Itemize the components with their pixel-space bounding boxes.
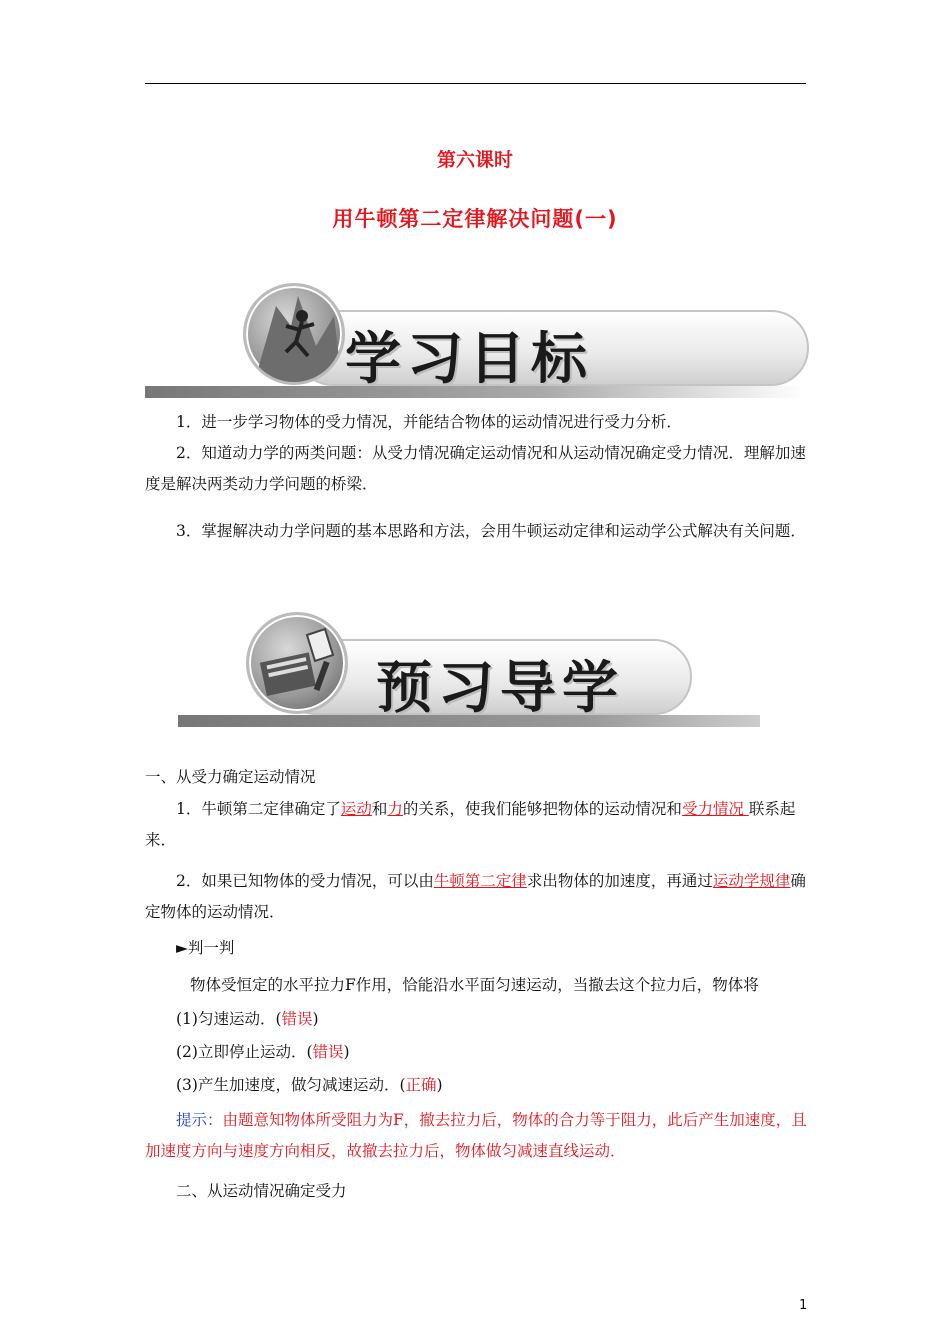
judge-option-2 xyxy=(176,1037,838,1068)
objective-3: 3．掌握解决动力学问题的基本思路和方法，会用牛顿运动定律和运动学公式解决有关问题． xyxy=(176,522,806,540)
answer-blank: 运动 xyxy=(340,800,372,818)
option-text: (3)产生加速度，做匀减速运动．( xyxy=(176,1076,406,1094)
judge-stem: 物体受恒定的水平拉力F作用，恰能沿水平面匀速运动，当撤去这个拉力后，物体将 xyxy=(190,976,759,994)
option-answer: 错误 xyxy=(281,1010,313,1028)
answer-blank: 受力情况 xyxy=(681,800,749,818)
option-answer: 正确 xyxy=(405,1076,437,1094)
page-number: 1 xyxy=(799,1298,808,1313)
option-answer: 错误 xyxy=(312,1043,344,1061)
banner-preview-study xyxy=(178,606,760,731)
option-close: ) xyxy=(343,1043,350,1061)
item1-text-a: 1．牛顿第二定律确定了 xyxy=(176,800,341,818)
objective-1: 1．进一步学习物体的受力情况，并能结合物体的运动情况进行受力分析． xyxy=(176,413,682,431)
section1-item1 xyxy=(145,794,807,856)
option-close: ) xyxy=(312,1010,319,1028)
item2-text-a: 2．如果已知物体的受力情况，可以由 xyxy=(176,872,434,890)
triangle-marker-icon: ► xyxy=(176,939,188,957)
item1-text-c: 和 xyxy=(371,800,388,818)
judge-heading-text: 判一判 xyxy=(187,939,235,957)
banner-label: 学习目标 xyxy=(345,327,593,392)
item1-text-e: 联系起来． xyxy=(145,800,796,849)
answer-blank: 力 xyxy=(387,800,403,818)
banner-learning-goals xyxy=(145,277,806,402)
header-rule xyxy=(145,83,806,84)
objective-2: 2．知道动力学的两类问题：从受力情况确定运动情况和从运动情况确定受力情况．理解加速度是解决两类动力学问题的桥梁． xyxy=(145,444,806,493)
option-close: ) xyxy=(436,1076,443,1094)
lesson-title: 用牛顿第二定律解决问题(一) xyxy=(332,207,618,231)
judge-option-3 xyxy=(176,1070,838,1101)
climber-icon xyxy=(243,283,345,385)
section1-heading: 一、从受力确定运动情况 xyxy=(145,768,316,786)
option-text: (2)立即停止运动．( xyxy=(176,1043,313,1061)
answer-blank: 牛顿第二定律 xyxy=(433,872,527,890)
banner-label: 预习导学 xyxy=(376,656,624,721)
judge-option-1 xyxy=(176,1004,838,1035)
section1-item2 xyxy=(145,866,807,928)
lesson-number: 第六课时 xyxy=(436,149,513,171)
hint-label: 提示： xyxy=(176,1111,223,1129)
item2-text-d: 确定物体的运动情况． xyxy=(145,872,806,921)
judge-hint xyxy=(145,1105,807,1167)
books-icon xyxy=(246,612,348,714)
judge-heading xyxy=(176,933,838,964)
answer-blank: 运动学规律 xyxy=(712,872,791,890)
hint-text: 由题意知物体所受阻力为F，撤去拉力后，物体的合力等于阻力，此后产生加速度，且加速度方向与速度方向相反，故撤去拉力后，物体做匀减速直线运动． xyxy=(145,1111,807,1160)
section2-heading: 二、从运动情况确定受力 xyxy=(176,1182,347,1200)
item1-text-d: 的关系，使我们能够把物体的运动情况和 xyxy=(402,800,682,818)
option-text: (1)匀速运动．( xyxy=(176,1010,282,1028)
item2-text-c: 求出物体的加速度，再通过 xyxy=(526,872,713,890)
